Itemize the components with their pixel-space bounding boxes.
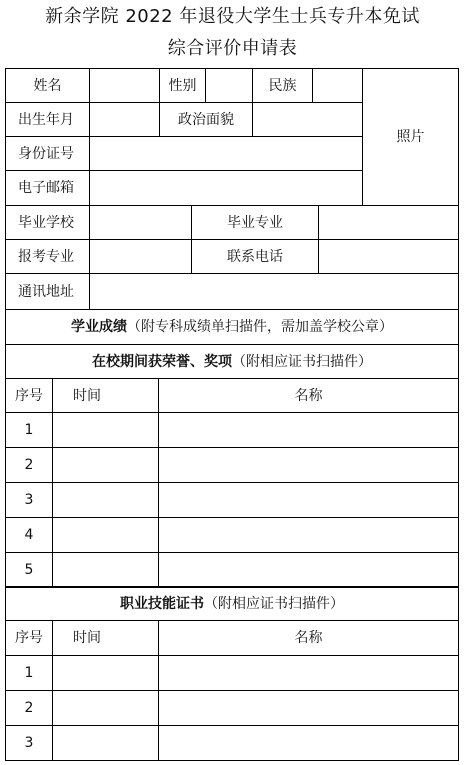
input-name[interactable] <box>89 68 160 103</box>
form-title-line-2: 综合评价申请表 <box>167 38 298 59</box>
input-phone[interactable] <box>318 239 459 274</box>
input-id-number[interactable] <box>89 136 363 171</box>
honors-row-name[interactable] <box>158 482 459 518</box>
honors-row-time[interactable] <box>52 412 159 448</box>
section-honors <box>5 344 459 379</box>
input-grad-major[interactable] <box>318 205 459 240</box>
honors-header-time: 时间 <box>52 378 159 413</box>
label-email: 电子邮箱 <box>5 170 90 206</box>
skills-row-name[interactable] <box>158 655 459 691</box>
section-honors-note: （附相应证书扫描件） <box>232 353 372 370</box>
skills-header-no: 序号 <box>5 620 53 656</box>
photo-box: 照片 <box>362 68 459 206</box>
label-political: 政治面貌 <box>159 102 253 137</box>
input-political[interactable] <box>252 102 363 137</box>
section-skills-note: （附相应证书扫描件） <box>204 595 344 612</box>
label-address: 通讯地址 <box>5 273 90 310</box>
honors-row-no: 1 <box>5 412 53 448</box>
input-apply-major[interactable] <box>89 239 192 274</box>
honors-row-time[interactable] <box>52 552 159 588</box>
honors-row-name[interactable] <box>158 517 459 553</box>
honors-row-no: 4 <box>5 517 53 553</box>
skills-row-name[interactable] <box>158 725 459 761</box>
skills-row-time[interactable] <box>52 725 159 761</box>
label-grad-major: 毕业专业 <box>191 205 319 240</box>
input-grad-school[interactable] <box>89 205 192 240</box>
label-apply-major: 报考专业 <box>5 239 90 274</box>
label-birth: 出生年月 <box>5 102 90 137</box>
label-grad-school: 毕业学校 <box>5 205 90 240</box>
skills-row-time[interactable] <box>52 655 159 691</box>
honors-row-time[interactable] <box>52 447 159 483</box>
honors-row-no: 3 <box>5 482 53 518</box>
honors-header-no: 序号 <box>5 378 53 413</box>
skills-row-time[interactable] <box>52 690 159 726</box>
skills-header-name: 名称 <box>158 620 459 656</box>
skills-row-no: 2 <box>5 690 53 726</box>
label-name: 姓名 <box>5 68 90 103</box>
label-phone: 联系电话 <box>191 239 319 274</box>
input-email[interactable] <box>89 170 363 206</box>
skills-row-no: 3 <box>5 725 53 761</box>
honors-row-no: 5 <box>5 552 53 588</box>
honors-header-name: 名称 <box>158 378 459 413</box>
input-address[interactable] <box>89 273 459 310</box>
honors-row-name[interactable] <box>158 552 459 588</box>
form-title-line-1: 新余学院 2022 年退役大学生士兵专升本免试 <box>45 6 420 27</box>
section-skills-title: 职业技能证书 <box>120 595 204 612</box>
input-birth[interactable] <box>89 102 160 137</box>
input-ethnicity[interactable] <box>312 68 363 103</box>
section-honors-title: 在校期间获荣誉、奖项 <box>92 353 232 370</box>
honors-row-name[interactable] <box>158 412 459 448</box>
skills-row-name[interactable] <box>158 690 459 726</box>
section-skills <box>5 586 459 621</box>
honors-row-no: 2 <box>5 447 53 483</box>
input-gender[interactable] <box>205 68 253 103</box>
skills-header-time: 时间 <box>52 620 159 656</box>
section-academic <box>5 309 459 345</box>
skills-row-no: 1 <box>5 655 53 691</box>
honors-row-name[interactable] <box>158 447 459 483</box>
label-ethnicity: 民族 <box>252 68 313 103</box>
honors-row-time[interactable] <box>52 482 159 518</box>
section-academic-title: 学业成绩 <box>71 319 127 335</box>
section-academic-note: （附专科成绩单扫描件，需加盖学校公章） <box>127 319 393 335</box>
label-id-number: 身份证号 <box>5 136 90 171</box>
label-gender: 性别 <box>159 68 206 103</box>
honors-row-time[interactable] <box>52 517 159 553</box>
